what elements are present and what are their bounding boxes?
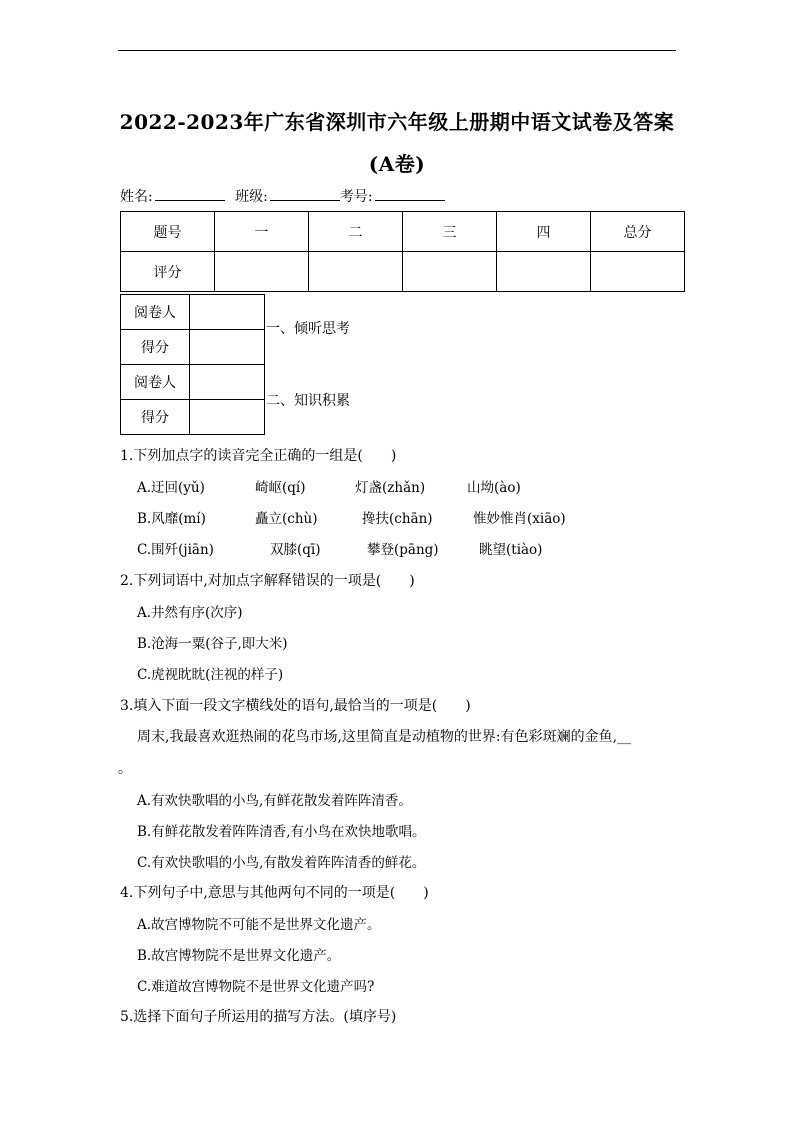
option-item: 崎岖(qí) bbox=[255, 480, 306, 496]
question-3-option-b: B.有鲜花散发着阵阵清香,有小鸟在欢快地歌唱。 bbox=[137, 824, 426, 840]
score-cell[interactable] bbox=[215, 252, 309, 292]
name-field[interactable] bbox=[155, 186, 225, 201]
score-cell[interactable] bbox=[591, 252, 685, 292]
question-3-option-c: C.有欢快歌唱的小鸟,有散发着阵阵清香的鲜花。 bbox=[137, 855, 426, 871]
question-3-passage: 周末,我最喜欢逛热闹的花鸟市场,这里简直是动植物的世界:有色彩斑斓的金鱼,__ bbox=[137, 729, 632, 745]
grader-score-label: 得分 bbox=[121, 330, 190, 365]
option-item: 惟妙惟肖(xiāo) bbox=[473, 511, 566, 527]
question-4-option-a: A.故宫博物院不可能不是世界文化遗产。 bbox=[137, 917, 381, 933]
question-3-passage-end: 。 bbox=[118, 761, 132, 777]
reviewer-label: 阅卷人 bbox=[121, 365, 190, 400]
question-2-option-a: A.井然有序(次序) bbox=[137, 605, 243, 621]
option-item: B.风靡(mí) bbox=[137, 511, 206, 527]
reviewer-cell[interactable] bbox=[190, 365, 265, 400]
exam-title-volume: (A卷) bbox=[368, 152, 426, 176]
grader-table bbox=[120, 294, 265, 435]
option-item: 山坳(ào) bbox=[467, 480, 521, 496]
score-row-label: 评分 bbox=[121, 252, 215, 292]
score-header-cell: 三 bbox=[403, 212, 497, 252]
option-item: 搀扶(chān) bbox=[362, 511, 433, 527]
question-3-option-a: A.有欢快歌唱的小鸟,有鲜花散发着阵阵清香。 bbox=[137, 793, 412, 809]
exam-no-label: 考号: bbox=[339, 189, 373, 205]
question-4-option-b: B.故宫博物院不是世界文化遗产。 bbox=[137, 948, 341, 964]
question-4-stem: 4.下列句子中,意思与其他两句不同的一项是( ) bbox=[120, 885, 429, 901]
question-3-stem: 3.填入下面一段文字横线处的语句,最恰当的一项是( ) bbox=[120, 698, 471, 714]
option-item: 双膝(qī) bbox=[270, 542, 321, 558]
question-5-stem: 5.选择下面句子所运用的描写方法。(填序号) bbox=[120, 1009, 397, 1025]
grader-score-cell[interactable] bbox=[190, 400, 265, 435]
option-item: 灯盏(zhǎn) bbox=[355, 480, 426, 496]
score-cell[interactable] bbox=[403, 252, 497, 292]
section-heading-2: 二、知识积累 bbox=[266, 393, 350, 409]
score-table-header-row bbox=[121, 212, 685, 252]
question-2-option-b: B.沧海一粟(谷子,即大米) bbox=[137, 636, 288, 652]
grader-row bbox=[121, 365, 265, 400]
score-header-cell: 四 bbox=[497, 212, 591, 252]
reviewer-label: 阅卷人 bbox=[121, 295, 190, 330]
exam-title: 2022-2023年广东省深圳市六年级上册期中语文试卷及答案 bbox=[119, 110, 675, 134]
grader-row bbox=[121, 295, 265, 330]
score-header-cell: 题号 bbox=[121, 212, 215, 252]
score-header-cell: 一 bbox=[215, 212, 309, 252]
score-cell[interactable] bbox=[309, 252, 403, 292]
grader-score-label: 得分 bbox=[121, 400, 190, 435]
score-table-score-row bbox=[121, 252, 685, 292]
section-heading-1: 一、倾听思考 bbox=[266, 321, 350, 337]
student-info-line bbox=[120, 186, 445, 206]
question-2-stem: 2.下列词语中,对加点字解释错误的一项是( ) bbox=[120, 573, 415, 589]
grader-score-cell[interactable] bbox=[190, 330, 265, 365]
option-item: C.围歼(jiān) bbox=[137, 542, 214, 558]
question-1-stem: 1.下列加点字的读音完全正确的一组是( ) bbox=[120, 448, 397, 464]
class-label: 班级: bbox=[235, 189, 268, 205]
option-item: 眺望(tiào) bbox=[479, 542, 543, 558]
grader-row bbox=[121, 400, 265, 435]
reviewer-cell[interactable] bbox=[190, 295, 265, 330]
option-item: 矗立(chù) bbox=[255, 511, 318, 527]
score-table bbox=[120, 211, 685, 292]
header-rule bbox=[118, 50, 676, 51]
class-field[interactable] bbox=[270, 186, 340, 201]
exam-no-field[interactable] bbox=[375, 186, 445, 201]
grader-row bbox=[121, 330, 265, 365]
option-item: A.迂回(yǔ) bbox=[137, 480, 205, 496]
score-header-cell: 二 bbox=[309, 212, 403, 252]
score-cell[interactable] bbox=[497, 252, 591, 292]
option-item: 攀登(pāng) bbox=[367, 542, 439, 558]
score-header-cell: 总分 bbox=[591, 212, 685, 252]
question-2-option-c: C.虎视眈眈(注视的样子) bbox=[137, 667, 284, 683]
name-label: 姓名: bbox=[120, 189, 153, 205]
question-4-option-c: C.难道故宫博物院不是世界文化遗产吗? bbox=[137, 979, 375, 995]
